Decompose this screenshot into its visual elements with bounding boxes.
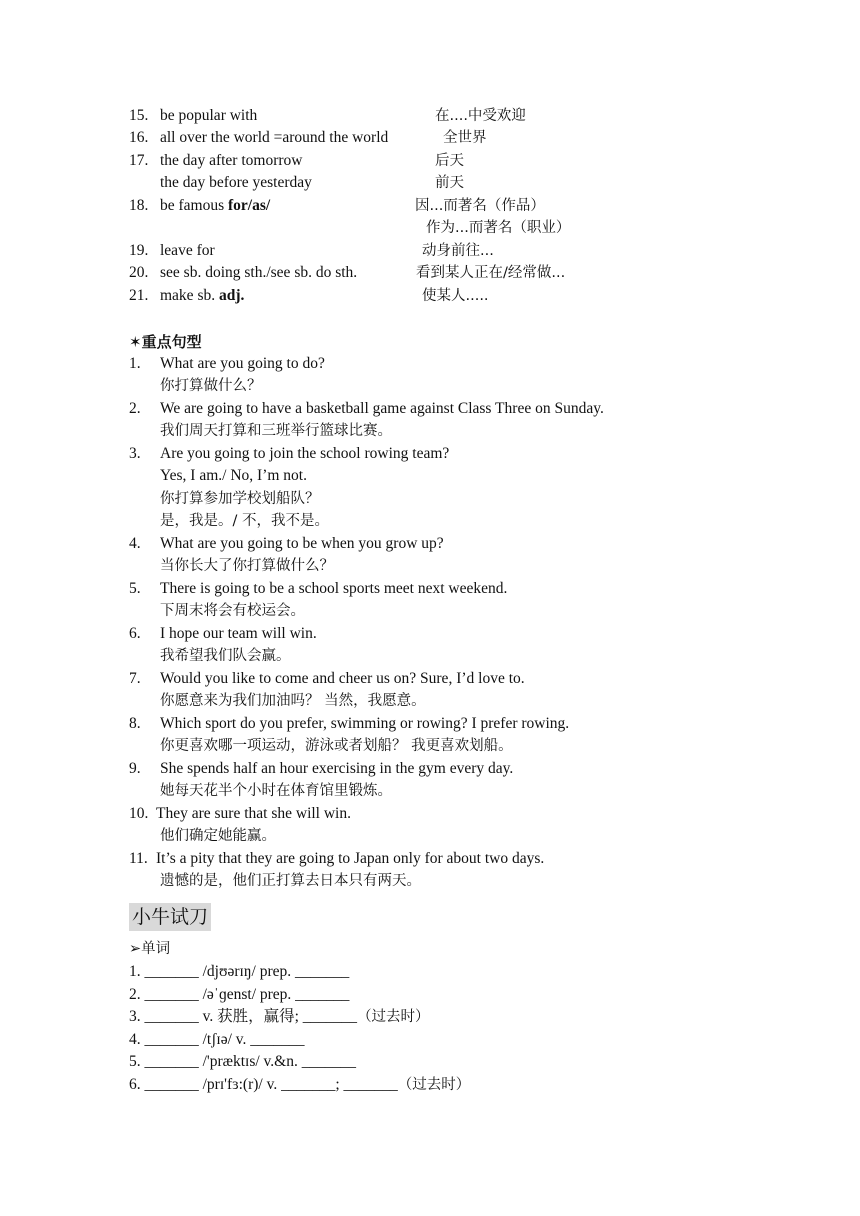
word-exercise-item: [129, 1052, 356, 1072]
sentence-chinese: 当你长大了你打算做什么？: [160, 558, 334, 574]
word-exercise-item: [129, 1075, 470, 1095]
phrase-chinese: 作为...而著名（职业）: [426, 220, 571, 236]
sentence-chinese: 遗憾的是，他们正打算去日本只有两天。: [160, 873, 421, 889]
item-number: 10.: [129, 805, 149, 822]
item-number: 17.: [129, 152, 149, 169]
item-number: 2.: [129, 400, 141, 417]
phrase-chinese: 动身前往...: [422, 243, 494, 259]
sentence-english: They are sure that she will win.: [156, 805, 351, 822]
phrase-english: leave for: [160, 242, 215, 259]
phrase-chinese: 因...而著名（作品）: [415, 198, 545, 214]
phrase-english: see sb. doing sth./see sb. do sth.: [160, 264, 358, 281]
word-exercise-text: 6. _______ /prɪ'fɜ:(r)/ v. _______; _______: [129, 1076, 398, 1093]
sentences-heading: ✶重点句型: [129, 333, 202, 351]
phrase-english-plain: make sb.: [160, 287, 219, 304]
item-number: 18.: [129, 197, 149, 214]
word-exercise-note: （过去时）: [397, 1077, 471, 1093]
item-number: 1.: [129, 355, 141, 372]
words-heading: ➢单词: [129, 941, 171, 957]
phrase-english-bold: for/as/: [228, 197, 271, 214]
phrase-english: [160, 286, 244, 306]
practice-section-title: 小牛试刀: [129, 903, 211, 931]
word-exercise-note: （过去时）: [357, 1009, 430, 1025]
item-number: 6.: [129, 625, 141, 642]
sentence-english: What are you going to do?: [160, 355, 325, 372]
sentence-english: There is going to be a school sports meet next weekend.: [160, 580, 508, 597]
item-number: 4.: [129, 535, 141, 552]
item-number: 9.: [129, 760, 141, 777]
phrase-chinese: 在....中受欢迎: [435, 108, 526, 124]
item-number: 7.: [129, 670, 141, 687]
phrase-english: [160, 196, 270, 216]
phrase-english-plain: be famous: [160, 197, 229, 214]
phrase-english: all over the world =around the world: [160, 129, 389, 146]
sentence-chinese: 是，我是。/ 不，我不是。: [160, 513, 329, 529]
item-number: 11.: [129, 850, 148, 867]
word-exercise-text: 2. _______ /əˈɡenst/ prep. _______: [129, 986, 350, 1003]
sentence-chinese: 你愿意来为我们加油吗？ 当然，我愿意。: [160, 693, 426, 709]
item-number: 16.: [129, 129, 149, 146]
phrase-chinese: 全世界: [443, 130, 487, 146]
phrase-english-bold: adj.: [218, 287, 245, 304]
word-exercise-text: 5. _______ /'præktɪs/ v.&n. _______: [129, 1053, 356, 1070]
item-number: 21.: [129, 287, 149, 304]
sentence-chinese: 我们周天打算和三班举行篮球比赛。: [160, 423, 392, 439]
sentence-chinese: 你打算做什么？: [160, 378, 262, 394]
word-exercise-item: [129, 1030, 305, 1050]
phrase-english: the day before yesterday: [160, 174, 312, 191]
phrase-chinese: 使某人.....: [422, 288, 489, 304]
sentence-english: It’s a pity that they are going to Japan only for about two days.: [156, 850, 545, 867]
sentence-chinese: 我希望我们队会赢。: [160, 648, 291, 664]
sentence-english: Yes, I am./ No, I’m not.: [160, 467, 307, 484]
word-exercise-text: 4. _______ /tʃɪə/ v. _______: [129, 1031, 305, 1048]
phrase-chinese: 看到某人正在/经常做...: [416, 265, 566, 281]
item-number: 19.: [129, 242, 149, 259]
item-number: 8.: [129, 715, 141, 732]
item-number: 5.: [129, 580, 141, 597]
phrase-english: the day after tomorrow: [160, 152, 303, 169]
sentence-chinese: 你更喜欢哪一项运动，游泳或者划船？ 我更喜欢划船。: [160, 738, 513, 754]
sentence-english: What are you going to be when you grow up?: [160, 535, 444, 552]
sentence-english: Which sport do you prefer, swimming or rowing? I prefer rowing.: [160, 715, 570, 732]
phrase-chinese: 后天: [435, 153, 464, 169]
sentence-english: Would you like to come and cheer us on? Sure, I’d love to.: [160, 670, 525, 687]
sentence-english: She spends half an hour exercising in the gym every day.: [160, 760, 514, 777]
phrase-english: be popular with: [160, 107, 258, 124]
word-exercise-text: 1. _______ /djʊərɪŋ/ prep. _______: [129, 963, 350, 980]
sentence-chinese: 她每天花半个小时在体育馆里锻炼。: [160, 783, 392, 799]
item-number: 20.: [129, 264, 149, 281]
phrase-chinese: 前天: [435, 175, 464, 191]
item-number: 3.: [129, 445, 141, 462]
word-exercise-item: [129, 985, 349, 1005]
word-exercise-text: 3. _______ v. 获胜，赢得; _______: [129, 1008, 358, 1025]
word-exercise-item: [129, 1007, 430, 1027]
sentence-chinese: 你打算参加学校划船队？: [160, 491, 320, 507]
word-exercise-item: [129, 962, 349, 982]
item-number: 15.: [129, 107, 149, 124]
sentence-english: We are going to have a basketball game against Class Three on Sunday.: [160, 400, 604, 417]
sentence-english: I hope our team will win.: [160, 625, 317, 642]
sentence-chinese: 下周末将会有校运会。: [160, 603, 305, 619]
sentence-chinese: 他们确定她能赢。: [160, 828, 276, 844]
sentence-english: Are you going to join the school rowing team?: [160, 445, 450, 462]
